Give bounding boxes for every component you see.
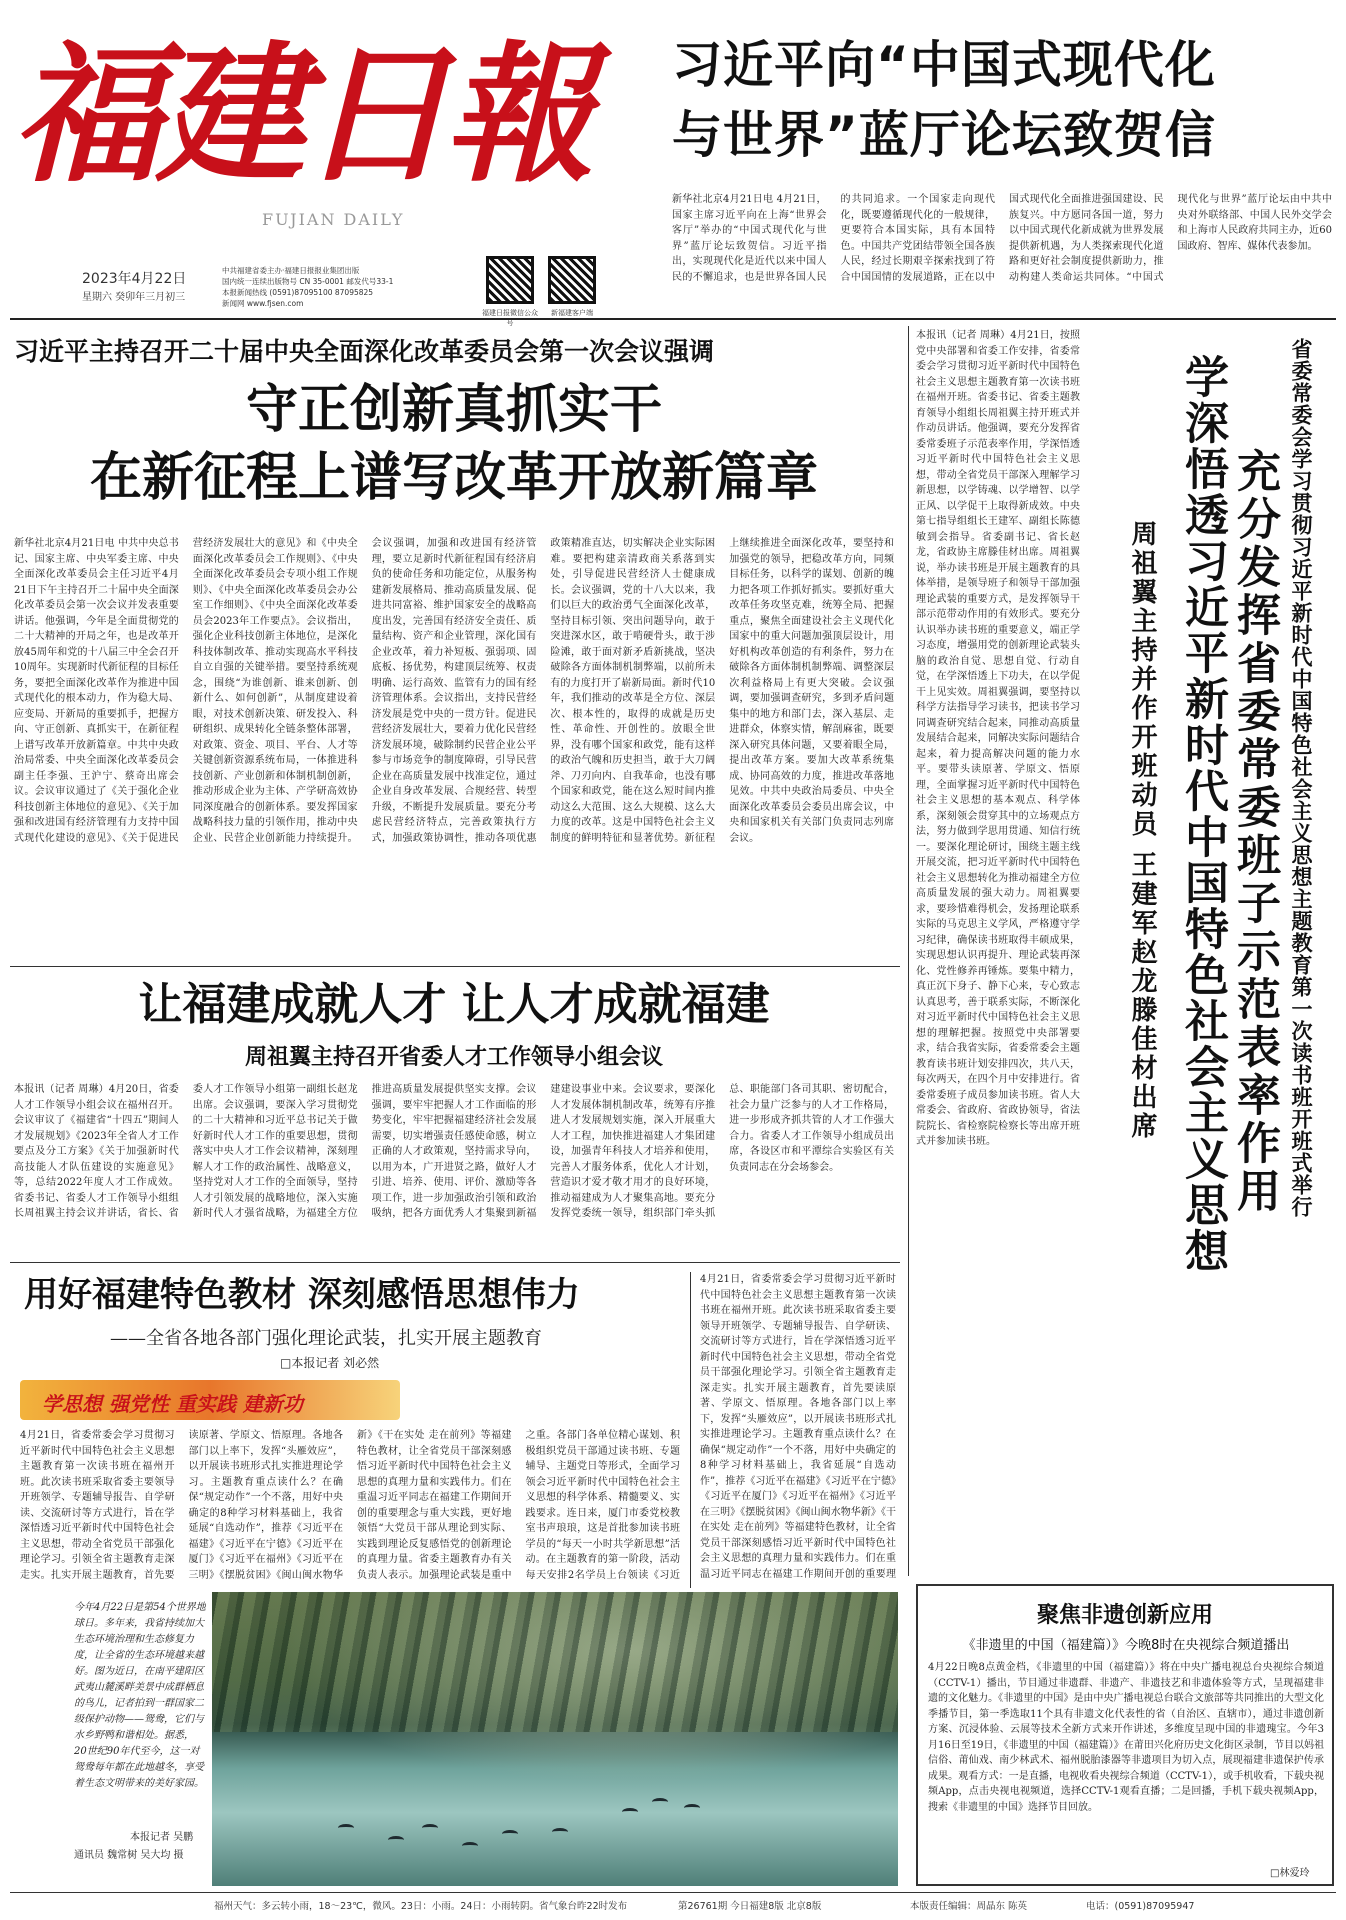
talent-headline: 让福建成就人才 让人才成就福建 <box>138 979 770 1030</box>
qr-code-icon <box>548 256 596 304</box>
heritage-subtitle: 《非遗里的中国（福建篇）》今晚8时在央视综合频道播出 <box>962 1638 1290 1653</box>
bird-icon <box>388 1836 404 1844</box>
bird-icon <box>422 1824 438 1832</box>
bird-icon <box>684 1804 700 1812</box>
rule <box>10 1892 1336 1893</box>
bird-icon <box>502 1830 518 1838</box>
talent-body: 本报讯（记者 周琳）4月20日，省委人才工作领导小组会议在福州召开。会议审议了《福建省“十四五”期间人才发展规划》《2023年全省人才工作要点及分工方案》《关于加强新时代高技能人才队伍建设的实施意见》等，总结2022年度人才工作成效。省委书记、省委人才工作领导小组组长周祖翼主持会议并讲话，省长、省委人才工作领导小组第一副组长赵龙出席。会议强调，要深入学习贯彻党的二十大精神和习近平总书记关于做好新时代人才工作的重要思想，贯彻落实中央人才工作会议精神，深刻理解人才工作的政治属性、战略意义，坚持党对人才工作的全面领导，坚持人才引领发展的战略地位，深入实施新时代人才强省战略，为福建全方位推进高质量发展提供坚实支撑。会议强调，要牢牢把握人才工作面临的形势变化，牢牢把握福建经济社会发展需要，切实增强责任感使命感，树立正确的人才政策观，坚持需求导向，以用为本，广开进贤之路，做好人才引进、培养、使用、评价、激励等各项工作，进一步加强政治引领和政治吸纳，把各方面优秀人才集聚到新福建建设事业中来。会议要求，要深化人才发展体制机制改革，统筹有序推进人才发展规划实施，深入开展重大人才工程，加快推进福建人才集团建设，加强青年科技人才培养和使用，完善人才服务体系，优化人才计划，营造识才爱才敬才用才的良好环境，推动福建成为人才聚集高地。要充分发挥党委统一领导，组织部门牵头抓总、职能部门各司其职、密切配合，社会力量广泛参与的人才工作格局，进一步形成齐抓共管的人才工作强大合力。省委人才工作领导小组成员出席，各设区市和平潭综合实验区有关负责同志在分会场参会。 <box>14 1084 894 1219</box>
heritage-body: 4月22日晚8点黄金档，《非遗里的中国（福建篇）》将在中央广播电视总台央视综合频道（CCTV-1）播出，节目通过非遗群、非遗产、非遗技艺和非遗体验等方式，呈现福建非遗的文化魅力。《非遗里的中国》是由中央广播电视总台联合文旅部等共同推出的大型文化季播节目，第一季选取11个具有非遗文化代表性的省（自治区、直辖市），通过非遗创新方案、沉浸体验、云展等技术全新方式来开作讲述，多维度呈现中国的非遗瑰宝。今年3月16日至19日，《非遗里的中国（福建篇）》在莆田兴化府历史文化街区录制，节目以妈祖信俗、莆仙戏、南少林武术、福州脱胎漆器等非遗项目为切入点，展现福建非遗保护传承成果。观看方式：一是直播，电视收看央视综合频道（CCTV-1），或手机收看，下载央视频App，点击央视电视频道，选择CCTV-1观看直播；二是回播，手机下载央视频App，搜索《非遗里的中国》选择节目回放。 <box>928 1662 1324 1813</box>
photo <box>12 1592 898 1886</box>
masthead-info <box>222 265 442 309</box>
footer-weather: 福州天气：多云转小雨，18～23℃，微风。23日：小雨。24日：小雨转阴。省气象台昨22时发布 <box>214 1901 628 1912</box>
masthead-title: 福建日報 <box>12 27 589 203</box>
heritage-title: 聚焦非遗创新应用 <box>1036 1603 1213 1628</box>
photo-trees <box>212 1592 898 1732</box>
reform-headline-line1: 守正创新真抓实干 <box>245 380 662 440</box>
photo-credit-1: 本报记者 吴鹏 <box>130 1832 194 1843</box>
footer-editor: 本版责任编辑：周晶东 陈英 <box>910 1901 1028 1912</box>
bird-icon <box>462 1842 478 1850</box>
masthead-weekday: 星期六 癸卯年三月初三 <box>82 292 186 303</box>
rule <box>908 326 909 1576</box>
photo-caption: 今年4月22日是第54个世界地球日。多年来，我省持续加大生态环境治理和生态修复力度，让全省的生态环境越来越好。图为近日，在南平建阳区武夷山麓溪畔美景中成群栖息的鸟儿，记者拍到一群国家二级保护动物——鸳鸯，它们与水乡野鸭和谐相处。据悉，20世纪90年代至今，这一对鸳鸯每年都在此地越冬，享受着生态文明带来的美好家园。 <box>74 1602 206 1789</box>
study-body: 4月21日，省委常委会学习贯彻习近平新时代中国特色社会主义思想主题教育第一次读书班在福州开班。此次读书班采取省委主要领导开班领学、专题辅导报告、自学研读、交流研讨等方式进行，旨在学深悟透习近平新时代中国特色社会主义思想，带动全省党员干部强化理论学习。引领全省主题教育走深走实。扎实开展主题教育，首先要读原著、学原文、悟原理。各地各部门以上率下，发挥“头雁效应”，以开展读书班形式扎实推进理论学习。主题教育重点读什么？在确保“规定动作”一个不落，用好中央确定的8种学习材料基础上，我省延展“自选动作”，推荐《习近平在福建》《习近平在宁德》《习近平在厦门》《习近平在福州》《习近平在三明》《摆脱贫困》《闽山闽水物华新》《干在实处 走在前列》等福建特色教材，让全省党员干部深刻感悟习近平新时代中国特色社会主义思想的真理力量和实践伟力。们在重温习近平同志在福建工作期间开创的重要理念与重大实践，更好地领悟“大党员干部从理论到实际、实践到理论反复感悟党的创新理论的真理力量。省委主题教育办有关负责人表示。加强理论武装是重中之重。各部门各单位精心谋划、积极组织党员干部通过读书班、专题辅导、主题党日等形式，全面学习领会习近平新时代中国特色社会主义思想的科学体系、精髓要义、实践要求。连日来，厦门市委党校教室书声琅琅，这是首批参加读书班学员的“每天一小时共学新思想”活动。在主题教育的第一阶段，活动每天安排2名学员上台领读《习近 <box>20 1430 680 1581</box>
bird-icon <box>622 1808 638 1816</box>
masthead-cn-info: 国内统一连续出版物号 CN 35-0001 邮发代号33-1 <box>222 277 394 286</box>
photo-credit-2: 通讯员 魏常树 吴大均 摄 <box>74 1850 184 1861</box>
rule <box>10 1262 900 1263</box>
lead-headline-line2: 与世界”蓝厅论坛致贺信 <box>672 106 1216 164</box>
lead-headline-line1: 习近平向“中国式现代化 <box>672 36 1216 94</box>
heritage-box <box>916 1584 1334 1886</box>
reform-kicker: 习近平主持召开二十届中央全面深化改革委员会第一次会议强调 <box>14 337 715 366</box>
right-kicker: 省委常委会学习贯彻习近平新时代中国特色社会主义思想主题教育第一次读书班开班式举行 <box>1289 338 1313 1218</box>
talent-subhead: 周祖翼主持召开省委人才工作领导小组会议 <box>244 1045 663 1070</box>
masthead-subtitle: FUJIAN DAILY <box>262 210 405 229</box>
study-banner-text: 学思想 强党性 重实践 建新功 <box>42 1392 303 1416</box>
bird-icon <box>552 1828 568 1836</box>
rule <box>10 318 1336 320</box>
reform-headline-line2: 在新征程上谱写改革开放新篇章 <box>89 448 818 508</box>
right-headline-line1: 充分发挥省委常委班子示范表率作用 <box>1229 448 1280 1216</box>
bird-icon <box>338 1824 354 1832</box>
qr-label: 新福建客户端 <box>551 309 593 317</box>
lead-headline <box>672 30 1332 170</box>
rule <box>10 966 900 967</box>
masthead-publisher: 中共福建省委主办·福建日报报业集团出版 <box>222 266 360 275</box>
study-subhead: ——全省各地各部门强化理论武装，扎实开展主题教育 <box>110 1328 542 1349</box>
bird-icon <box>652 1798 668 1806</box>
lead-body: 新华社北京4月21日电 4月21日，国家主席习近平向在上海“世界会客厅”举办的“中国式现代化与世界”蓝厅论坛致贺信。习近平指出，实现现代化是近代以来中国人民的不懈追求，也是世界各国人民的共同追求。一个国家走向现代化，既要遵循现代化的一般规律，更要符合本国实际，具有本国特色。中国共产党团结带领全国各族人民，经过长期艰辛探索找到了符合中国国情的发展道路，正在以中国式现代化全面推进强国建设、民族复兴。中方愿同各国一道，努力以中国式现代化新成就为世界发展提供新机遇，为人类探索现代化道路和更好社会制度提供新助力，推动构建人类命运共同体。“中国式现代化与世界”蓝厅论坛由中共中央对外联络部、中国人民外交学会和上海市人民政府共同主办，近60国政府、智库、媒体代表参加。 <box>672 194 1332 283</box>
masthead <box>12 10 652 327</box>
right-body: 本报讯（记者 周琳）4月21日，按照党中央部署和省委工作安排，省委常委会学习贯彻习近平新时代中国特色社会主义思想主题教育第一次读书班在福州开班。省委书记、省委主题教育领导小组组长周祖翼主持开班式并作动员讲话。他强调，要充分发挥省委常委班子示范表率作用，学深悟透习近平新时代中国特色社会主义思想，带动全省党员干部深入理解学习新思想，以学铸魂、以学增智、以学正风、以学促干上取得新成效。中央第七指导组组长王建军、副组长陈德敏到会指导。省委副书记、省长赵龙，省政协主席滕佳材出席。周祖翼说，举办读书班是开展主题教育的具体举措，是领导班子和领导干部加强理论武装的重要方式，是发挥领导干部示范带动作用的有效形式。要充分认识举办读书班的重要意义，端正学习态度，增强用党的创新理论武装头脑的政治自觉、思想自觉、行动自觉，在学深悟透上下功夫，在以学促干上见实效。周祖翼强调，要坚持以科学方法指导学习读书，把读书学习同调查研究结合起来，同推动高质量发展结合起来，同解决实际问题结合起来，着力提高解决问题的能力水平。要带头读原著、学原文、悟原理，全面掌握习近平新时代中国特色社会主义思想的基本观点、科学体系，深刻领会贯穿其中的立场观点方法，努力做到学思用贯通、知信行统一。要深化理论研讨，围绕主题主线开展交流，把习近平新时代中国特色社会主义思想转化为推动福建全方位高质量发展的强大动力。周祖翼要求，要珍惜难得机会，发扬理论联系实际的马克思主义学风，严格遵守学习纪律，确保读书班取得丰硕成果，实现思想认识再提升、理论武装再深化、党性修养再锤炼。要集中精力，真正沉下身子、静下心来，专心致志认真思考，善于联系实际，不断深化对习近平新时代中国特色社会主义思想的理解把握。按照党中央部署要求，结合我省实际，省委常委会主题教育读书班计划安排四次，共八天，每次两天，在四个月中安排进行。省委常委班子成员参加读书班。省人大常委会、省政府、省政协领导，省法院院长、省检察院检察长等出席开班式并参加读书班。 <box>916 330 1080 1147</box>
qr-code-icon <box>486 256 534 304</box>
rule <box>690 1272 691 1588</box>
study-byline: □本报记者 刘必然 <box>280 1356 380 1370</box>
right-byline: 周祖翼主持并作开班动员 王建军赵龙滕佳材出席 <box>1127 520 1157 1142</box>
footer-phone: 电话：(0591)87095947 <box>1086 1901 1195 1912</box>
right-headline-line2: 学深悟透习近平新时代中国特色社会主义思想 <box>1177 354 1228 1274</box>
study-body-continued: 4月21日，省委常委会学习贯彻习近平新时代中国特色社会主义思想主题教育第一次读书班在福州开班。此次读书班采取省委主要领导开班领学、专题辅导报告、自学研读、交流研讨等方式进行，旨在学深悟透习近平新时代中国特色社会主义思想，带动全省党员干部强化理论学习。引领全省主题教育走深走实。扎实开展主题教育，首先要读原著、学原文、悟原理。各地各部门以上率下，发挥“头雁效应”，以开展读书班形式扎实推进理论学习。主题教育重点读什么？在确保“规定动作”一个不落，用好中央确定的8种学习材料基础上，我省延展“自选动作”，推荐《习近平在福建》《习近平在宁德》《习近平在厦门》《习近平在福州》《习近平在三明》《摆脱贫困》《闽山闽水物华新》《干在实处 走在前列》等福建特色教材，让全省党员干部深刻感悟习近平新时代中国特色社会主义思想的真理力量和实践伟力。们在重温习近平同志在福建工作期间开创的重要理 <box>700 1274 896 1580</box>
masthead-date: 2023年4月22日 <box>82 271 187 287</box>
qr-label: 福建日报微信公众号 <box>482 309 538 327</box>
reform-headline <box>14 376 894 512</box>
reform-body: 新华社北京4月21日电 中共中央总书记、国家主席、中央军委主席、中央全面深化改革委员会主任习近平4月21日下午主持召开二十届中央全面深化改革委员会第一次会议并发表重要讲话。他强调，今年是全面贯彻党的二十大精神的开局之年，也是改革开放45周年和党的十八届三中全会召开10周年。实现新时代新征程的目标任务，要把全面深化改革作为推进中国式现代化的根本动力，作为稳大局、应变局、开新局的重要抓手，把握方向、守正创新、真抓实干，在新征程上谱写改革开放新篇章。中共中央政治局常委、中央全面深化改革委员会副主任李强、王沪宁、蔡奇出席会议。会议审议通过了《关于强化企业科技创新主体地位的意见》、《关于加强和改进国有经济管理有力支持中国式现代化建设的意见》、《关于促进民营经济发展壮大的意见》和《中央全面深化改革委员会工作规则》、《中央全面深化改革委员会专项小组工作规则》、《中央全面深化改革委员会办公室工作细则》、《中央全面深化改革委员会2023年工作要点》。会议指出，强化企业科技创新主体地位，是深化科技体制改革、推动实现高水平科技自立自强的关键举措。要坚持系统观念，围绕“为谁创新、谁来创新、创新什么、如何创新”，从制度建设着眼，对技术创新决策、研发投入、科研组织、成果转化全链条整体部署，对政策、资金、项目、平台、人才等关键创新资源系统布局，一体推进科技创新、产业创新和体制机制创新，推动形成企业为主体、产学研高效协同深度融合的创新体系。要发挥国家战略科技力量的引领作用，推动中央企业、民营企业创新能力持续提升。会议强调，加强和改进国有经济管理，要立足新时代新征程国有经济肩负的使命任务和功能定位，从服务构建新发展格局、推动高质量发展、促进共同富裕、维护国家安全的战略高度出发，完善国有经济安全责任、质量结构、资产和企业管理，深化国有企业改革，着力补短板、强弱项、固底板、扬优势，构建顶层统筹、权责明确、运行高效、监管有力的国有经济管理体系。会议指出，支持民营经济发展是党中央的一贯方针。促进民营经济发展壮大，要着力优化民营经济发展环境，破除制约民营企业公平参与市场竞争的制度障碍，引导民营企业在高质量发展中找准定位，通过企业自身改革发展、合规经营、转型升级，不断提升发展质量。要充分考虑民营经济特点，完善政策执行方式，加强政策协调性，推动各项优惠政策精准直达，切实解决企业实际困难。要把构建亲清政商关系落到实处，引导促进民营经济人士健康成长。会议强调，党的十八大以来，我们以巨大的政治勇气全面深化改革，坚持目标引领、突出问题导向，敢于突进深水区，敢于啃硬骨头，敢于涉险滩，敢于面对新矛盾新挑战，坚决破除各方面体制机制弊端，以前所未有的力度打开了崭新局面。新时代10年，我们推动的改革是全方位、深层次、根本性的，取得的成就是历史性、革命性、开创性的。放眼全世界，没有哪个国家和政党，能有这样的政治气魄和历史担当，敢于大刀阔斧、刀刃向内、自我革命，也没有哪个国家和政党，能在这么短时间内推动这么大范围、这么大规模、这么大力度的改革。这是中国特色社会主义制度的鲜明特征和显著优势。新征程上继续推进全面深化改革，要坚持和加强党的领导，把稳改革方向，同频目标任务，以科学的谋划、创新的魄力把各项工作抓好抓实。要抓好重大改革任务攻坚克难，统筹全局、把握重点，聚焦全面建设社会主义现代化国家中的重大问题加强顶层设计，用好机构改革创造的有利条件，努力在破除各方面体制机制弊端、调整深层次利益格局上有更大突破。会议强调，要加强调查研究，多到矛盾问题集中的地方和部门去，深入基层、走进群众，体察实情，解剖麻雀，既要深入研究具体问题，又要着眼全局，提出改革方案。要加大改革系统集成、协同高效的力度，推进改革落地见效。中共中央政治局委员、中央全面深化改革委员会委员出席会议，中央和国家机关有关部门负责同志列席会议。 <box>14 538 894 844</box>
study-headline: 用好福建特色教材 深刻感悟思想伟力 <box>24 1275 580 1315</box>
heritage-byline: □林爱玲 <box>1270 1868 1310 1879</box>
masthead-website: 新闻网 www.fjsen.com <box>222 299 304 308</box>
study-banner <box>20 1380 400 1420</box>
footer-issue: 第26761期 今日福建8版 北京8版 <box>678 1901 822 1912</box>
masthead-hotline: 本报新闻热线 (0591)87095100 87095825 <box>222 288 374 297</box>
